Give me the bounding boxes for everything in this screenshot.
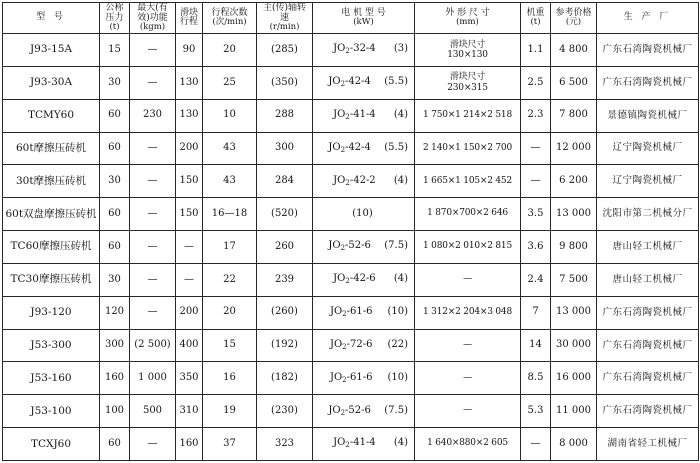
cell-pressure: 300 — [100, 329, 130, 362]
cell-maker: 唐山轻工机械厂 — [597, 231, 699, 264]
cell-model: J53-100 — [3, 395, 100, 428]
cell-energy: 500 — [130, 395, 176, 428]
motor-power: (10) — [387, 306, 408, 317]
motor-power: (4) — [393, 437, 408, 449]
cell-model: J53-300 — [3, 329, 100, 362]
cell-stroke-rate: 22 — [203, 263, 257, 296]
cell-stroke: 200 — [176, 296, 203, 329]
cell-stroke-rate: 43 — [203, 132, 257, 165]
cell-motor — [313, 395, 415, 428]
cell-dimensions: 1 080×2 010×2 815 — [415, 231, 521, 264]
cell-price: 7 500 — [551, 263, 597, 296]
cell-maker: 景德镇陶瓷机械厂 — [597, 99, 699, 132]
header-motor: 电 机 型 号 (kW) — [313, 3, 415, 34]
cell-stroke: 130 — [176, 66, 203, 99]
cell-stroke-rate: 37 — [203, 428, 257, 461]
cell-maker: 辽宁陶瓷机械厂 — [597, 165, 699, 198]
table-row — [3, 329, 699, 362]
cell-pressure: 60 — [100, 231, 130, 264]
table-row — [3, 296, 699, 329]
motor-power: (5.5) — [384, 76, 408, 88]
cell-pressure: 60 — [100, 198, 130, 231]
motor-type: JO — [328, 76, 341, 88]
motor-type-subscript: 2 — [342, 375, 347, 384]
cell-model: J53-160 — [3, 362, 100, 395]
cell-energy: (2 500) — [130, 329, 176, 362]
table-row — [3, 198, 699, 231]
cell-model: J93-30A — [3, 66, 100, 99]
cell-pressure: 60 — [100, 132, 130, 165]
cell-energy: — — [130, 66, 176, 99]
cell-weight: 8.5 — [521, 362, 551, 395]
cell-spindle-speed: (520) — [257, 198, 313, 231]
cell-energy: — — [130, 263, 176, 296]
cell-spindle-speed: (285) — [257, 34, 313, 67]
cell-motor — [313, 165, 415, 198]
table-body — [3, 34, 699, 461]
cell-motor — [313, 362, 415, 395]
cell-energy: — — [130, 231, 176, 264]
cell-spindle-speed: 239 — [257, 263, 313, 296]
cell-stroke-rate: 16 — [203, 362, 257, 395]
motor-type-subscript: 2 — [340, 244, 346, 253]
cell-spindle-speed: (260) — [257, 296, 313, 329]
motor-type-subscript: 2 — [340, 145, 346, 154]
motor-type-subscript: 2 — [340, 80, 346, 89]
cell-stroke: — — [176, 231, 203, 264]
cell-price: 7 800 — [551, 99, 597, 132]
cell-stroke-rate: 16—18 — [203, 198, 257, 231]
table-row — [3, 362, 699, 395]
cell-weight: — — [521, 132, 551, 165]
motor-type: JO — [333, 437, 346, 449]
motor-power: (10) — [387, 371, 408, 383]
motor-type: JO — [333, 43, 346, 55]
motor-power: (7.5) — [384, 404, 408, 416]
cell-pressure: 160 — [100, 362, 130, 395]
cell-stroke-rate: 20 — [203, 296, 257, 329]
cell-dimensions — [415, 34, 521, 67]
dimensions-value: 230×315 — [447, 82, 488, 93]
motor-power: (7.5) — [384, 240, 408, 252]
cell-stroke: 130 — [176, 99, 203, 132]
motor-power: (3) — [393, 43, 408, 55]
cell-pressure: 30 — [100, 263, 130, 296]
cell-motor — [313, 132, 415, 165]
cell-model: TC30摩擦压砖机 — [3, 263, 100, 296]
table-row — [3, 428, 699, 461]
cell-price: 6 200 — [551, 165, 597, 198]
cell-weight: 2.4 — [521, 263, 551, 296]
cell-motor — [313, 99, 415, 132]
cell-maker: 广东石湾陶瓷机械厂 — [597, 66, 699, 99]
cell-energy: — — [130, 296, 176, 329]
cell-spindle-speed: 300 — [257, 132, 313, 165]
cell-spindle-speed: (230) — [257, 395, 313, 428]
header-maker: 生 产 厂 — [597, 3, 699, 34]
cell-price: 9 800 — [551, 231, 597, 264]
cell-stroke: 150 — [176, 198, 203, 231]
table-row — [3, 263, 699, 296]
motor-type-suffix: -61-6 — [346, 306, 373, 317]
cell-price: 6 500 — [551, 66, 597, 99]
cell-energy: — — [130, 428, 176, 461]
cell-maker: 辽宁陶瓷机械厂 — [597, 132, 699, 165]
cell-model: J93-15A — [3, 34, 100, 67]
cell-motor — [313, 428, 415, 461]
cell-spindle-speed: (192) — [257, 329, 313, 362]
table-row — [3, 395, 699, 428]
cell-weight: 5.3 — [521, 395, 551, 428]
cell-weight: 14 — [521, 329, 551, 362]
cell-stroke-rate: 20 — [203, 34, 257, 67]
header-dimensions: 外 形 尺 寸 (mm) — [415, 3, 521, 34]
cell-energy: 230 — [130, 99, 176, 132]
motor-power: (4) — [393, 174, 408, 186]
cell-spindle-speed: 260 — [257, 231, 313, 264]
cell-weight: 2.3 — [521, 99, 551, 132]
cell-spindle-speed: 323 — [257, 428, 313, 461]
press-spec-table — [2, 2, 699, 461]
cell-weight: 3.6 — [521, 231, 551, 264]
cell-pressure: 100 — [100, 395, 130, 428]
motor-power: (22) — [387, 338, 408, 350]
motor-type: JO — [329, 371, 343, 383]
cell-maker: 唐山轻工机械厂 — [597, 263, 699, 296]
table-row — [3, 165, 699, 198]
motor-type: JO — [329, 338, 343, 350]
motor-power: (4) — [393, 108, 408, 120]
cell-price: 4 800 — [551, 34, 597, 67]
cell-price: 11 000 — [551, 395, 597, 428]
cell-pressure: 60 — [100, 428, 130, 461]
cell-model: 60t摩擦压砖机 — [3, 132, 100, 165]
header-weight: 机重 (t) — [521, 3, 551, 34]
header-energy: 最大(有效)功能 (kgm) — [130, 3, 176, 34]
cell-price: 16 000 — [551, 362, 597, 395]
cell-maker: 湖南省轻工机械厂 — [597, 428, 699, 461]
motor-type: JO — [333, 273, 346, 285]
cell-model: TC60摩擦压砖机 — [3, 231, 100, 264]
motor-type-suffix: -42-2 — [349, 174, 376, 186]
header-stroke-rate: 行程次数 (次/min) — [203, 3, 257, 34]
motor-type-suffix: -41-4 — [349, 108, 376, 120]
dimensions-label: 滑块尺寸 — [449, 72, 486, 83]
cell-dimensions: — — [415, 263, 521, 296]
cell-motor — [313, 263, 415, 296]
cell-energy: — — [130, 165, 176, 198]
motor-type: JO — [333, 108, 346, 120]
motor-type: JO — [333, 174, 346, 186]
motor-type-subscript: 2 — [342, 310, 347, 318]
header-pressure: 公称压力 (t) — [100, 3, 130, 34]
dimensions-value: 130×130 — [447, 49, 488, 60]
table-row — [3, 99, 699, 132]
motor-type-suffix: -41-4 — [349, 437, 376, 449]
cell-model: J93-120 — [3, 296, 100, 329]
header-model: 型 号 — [3, 3, 100, 34]
cell-energy: — — [130, 198, 176, 231]
cell-stroke-rate: 17 — [203, 231, 257, 264]
cell-stroke: 90 — [176, 34, 203, 67]
motor-type-suffix: -32-4 — [349, 43, 376, 55]
cell-weight: — — [521, 165, 551, 198]
cell-spindle-speed: 284 — [257, 165, 313, 198]
table-row — [3, 34, 699, 67]
cell-motor — [313, 66, 415, 99]
cell-weight: 2.5 — [521, 66, 551, 99]
cell-maker: 沈阳市第二机械分厂 — [597, 198, 699, 231]
cell-stroke: 200 — [176, 132, 203, 165]
cell-stroke: 350 — [176, 362, 203, 395]
cell-price: 13 000 — [551, 198, 597, 231]
cell-weight: 3.5 — [521, 198, 551, 231]
motor-type-subscript: 2 — [342, 342, 347, 351]
cell-stroke-rate: 19 — [203, 395, 257, 428]
cell-dimensions: 2 140×1 150×2 700 — [415, 132, 521, 165]
cell-maker: 广东石湾陶瓷机械厂 — [597, 362, 699, 395]
cell-dimensions: 1 665×1 105×2 452 — [415, 165, 521, 198]
cell-energy: — — [130, 34, 176, 67]
header-row — [3, 3, 699, 34]
cell-stroke: 310 — [176, 395, 203, 428]
cell-stroke-rate: 43 — [203, 165, 257, 198]
motor-type-subscript: 2 — [345, 277, 350, 286]
motor-type-suffix: -42-6 — [349, 273, 376, 285]
motor-type-subscript: 2 — [345, 441, 350, 450]
cell-dimensions — [415, 66, 521, 99]
cell-maker: 广东石湾陶瓷机械厂 — [597, 34, 699, 67]
cell-stroke: 400 — [176, 329, 203, 362]
motor-power: (5.5) — [384, 141, 408, 153]
cell-stroke: 160 — [176, 428, 203, 461]
cell-model: TCMY60 — [3, 99, 100, 132]
cell-dimensions: — — [415, 395, 521, 428]
table-row — [3, 66, 699, 99]
cell-energy: 1 000 — [130, 362, 176, 395]
motor-type-suffix: -42-4 — [345, 76, 371, 88]
cell-spindle-speed: 288 — [257, 99, 313, 132]
motor-type-subscript: 2 — [345, 178, 350, 187]
cell-pressure: 120 — [100, 296, 130, 329]
cell-stroke-rate: 15 — [203, 329, 257, 362]
cell-weight: 7 — [521, 296, 551, 329]
cell-weight: — — [521, 428, 551, 461]
header-stroke: 滑块行程 — [176, 3, 203, 34]
motor-power: (10) — [352, 207, 373, 219]
cell-motor — [313, 198, 415, 231]
cell-price: 30 000 — [551, 329, 597, 362]
cell-maker: 广东石湾陶瓷机械厂 — [597, 329, 699, 362]
cell-spindle-speed: (350) — [257, 66, 313, 99]
cell-stroke: 150 — [176, 165, 203, 198]
cell-weight: 1.1 — [521, 34, 551, 67]
motor-type: JO — [328, 240, 341, 252]
table-row — [3, 231, 699, 264]
cell-price: 13 000 — [551, 296, 597, 329]
cell-model: 60t双盘摩擦压砖机 — [3, 198, 100, 231]
header-price: 参考价格 (元) — [551, 3, 597, 34]
cell-maker: 广东石湾陶瓷机械厂 — [597, 395, 699, 428]
cell-stroke: — — [176, 263, 203, 296]
motor-type-suffix: -42-4 — [345, 141, 371, 153]
cell-model: 30t摩擦压砖机 — [3, 165, 100, 198]
cell-price: 8 000 — [551, 428, 597, 461]
motor-type-subscript: 2 — [345, 112, 350, 121]
cell-pressure: 30 — [100, 66, 130, 99]
cell-motor — [313, 231, 415, 264]
cell-dimensions: 1 312×2 204×3 048 — [415, 296, 521, 329]
motor-type-suffix: -52-6 — [345, 404, 371, 416]
cell-price: 12 000 — [551, 132, 597, 165]
motor-type-suffix: -61-6 — [346, 371, 373, 383]
motor-power: (4) — [393, 273, 408, 285]
cell-stroke-rate: 25 — [203, 66, 257, 99]
motor-type: JO — [328, 141, 341, 153]
cell-pressure: 60 — [100, 99, 130, 132]
dimensions-label: 滑块尺寸 — [449, 39, 486, 50]
cell-motor — [313, 329, 415, 362]
cell-dimensions: 1 640×880×2 605 — [415, 428, 521, 461]
cell-dimensions: — — [415, 362, 521, 395]
motor-type-subscript: 2 — [345, 47, 350, 56]
cell-dimensions: 1 870×700×2 646 — [415, 198, 521, 231]
header-spindle-speed: 主(传)轴转速 (r/min) — [257, 3, 313, 34]
cell-energy: — — [130, 132, 176, 165]
cell-dimensions: 1 750×1 214×2 518 — [415, 99, 521, 132]
cell-motor — [313, 296, 415, 329]
cell-pressure: 15 — [100, 34, 130, 67]
motor-type-suffix: -72-6 — [346, 338, 373, 350]
cell-motor — [313, 34, 415, 67]
motor-type: JO — [328, 404, 341, 416]
motor-type-subscript: 2 — [340, 408, 346, 417]
cell-model: TCXJ60 — [3, 428, 100, 461]
cell-dimensions: — — [415, 329, 521, 362]
table-row — [3, 132, 699, 165]
cell-spindle-speed: (182) — [257, 362, 313, 395]
motor-type-suffix: -52-6 — [345, 240, 371, 252]
cell-maker: 广东石湾陶瓷机械厂 — [597, 296, 699, 329]
motor-type: JO — [329, 306, 343, 317]
cell-pressure: 30 — [100, 165, 130, 198]
cell-stroke-rate: 10 — [203, 99, 257, 132]
